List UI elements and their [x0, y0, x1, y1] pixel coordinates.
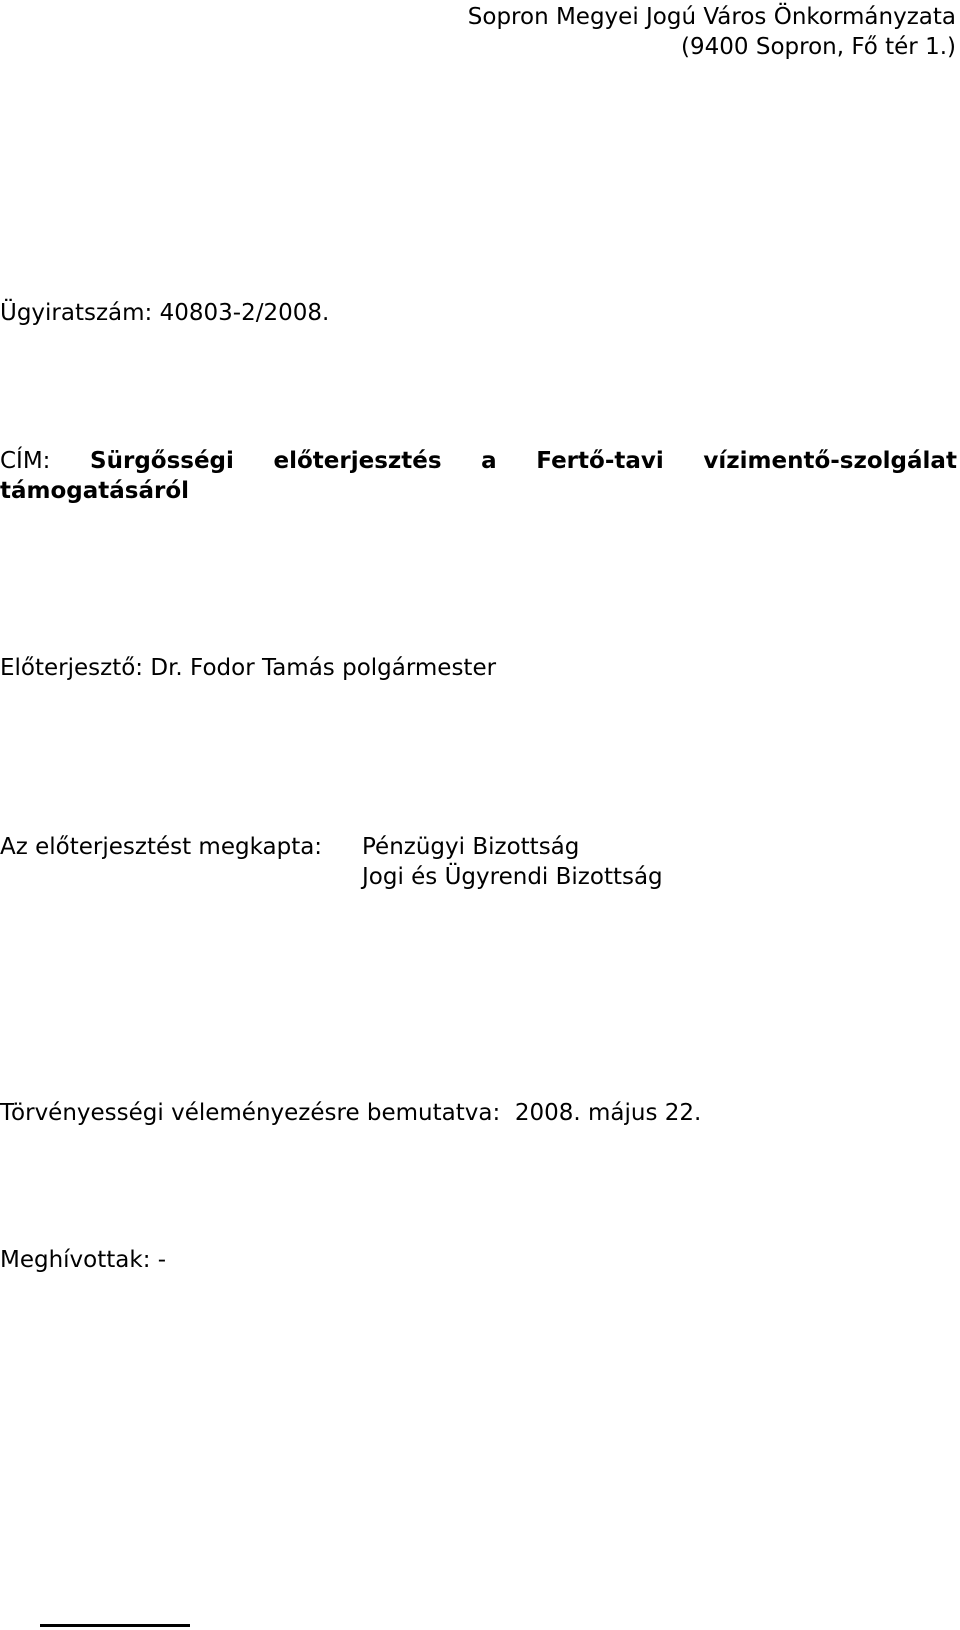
subject-block — [0, 446, 957, 506]
issuer-address: (9400 Sopron, Fő tér 1.) — [681, 34, 956, 60]
received-block — [0, 832, 663, 892]
subject-word: vízimentő-szolgálat — [703, 448, 957, 474]
issuer-header — [468, 2, 956, 62]
subject-word: Fertő-tavi — [536, 448, 664, 474]
received-label-spacer — [0, 862, 362, 892]
received-label: Az előterjesztést megkapta: — [0, 834, 323, 860]
subject-label: CÍM: — [0, 448, 51, 474]
committee-item: Pénzügyi Bizottság — [362, 834, 580, 860]
invited: Meghívottak: - — [0, 1247, 167, 1273]
received-row — [0, 832, 663, 862]
subject-word: a — [481, 448, 497, 474]
issuer-name: Sopron Megyei Jogú Város Önkormányzata — [467, 4, 956, 30]
subject-word: előterjesztés — [273, 448, 442, 474]
legal-review: Törvényességi véleményezésre bemutatva: 2008. május 22. — [0, 1100, 702, 1126]
subject-word: Sürgősségi — [90, 448, 234, 474]
case-number: Ügyiratszám: 40803-2/2008. — [0, 300, 330, 326]
subject-line-1 — [0, 446, 957, 476]
signature-mark — [40, 1624, 190, 1627]
received-row — [0, 862, 663, 892]
committee-item: Jogi és Ügyrendi Bizottság — [362, 864, 663, 890]
presenter: Előterjesztő: Dr. Fodor Tamás polgármester — [0, 655, 497, 681]
subject-line-2: támogatásáról — [0, 478, 190, 504]
